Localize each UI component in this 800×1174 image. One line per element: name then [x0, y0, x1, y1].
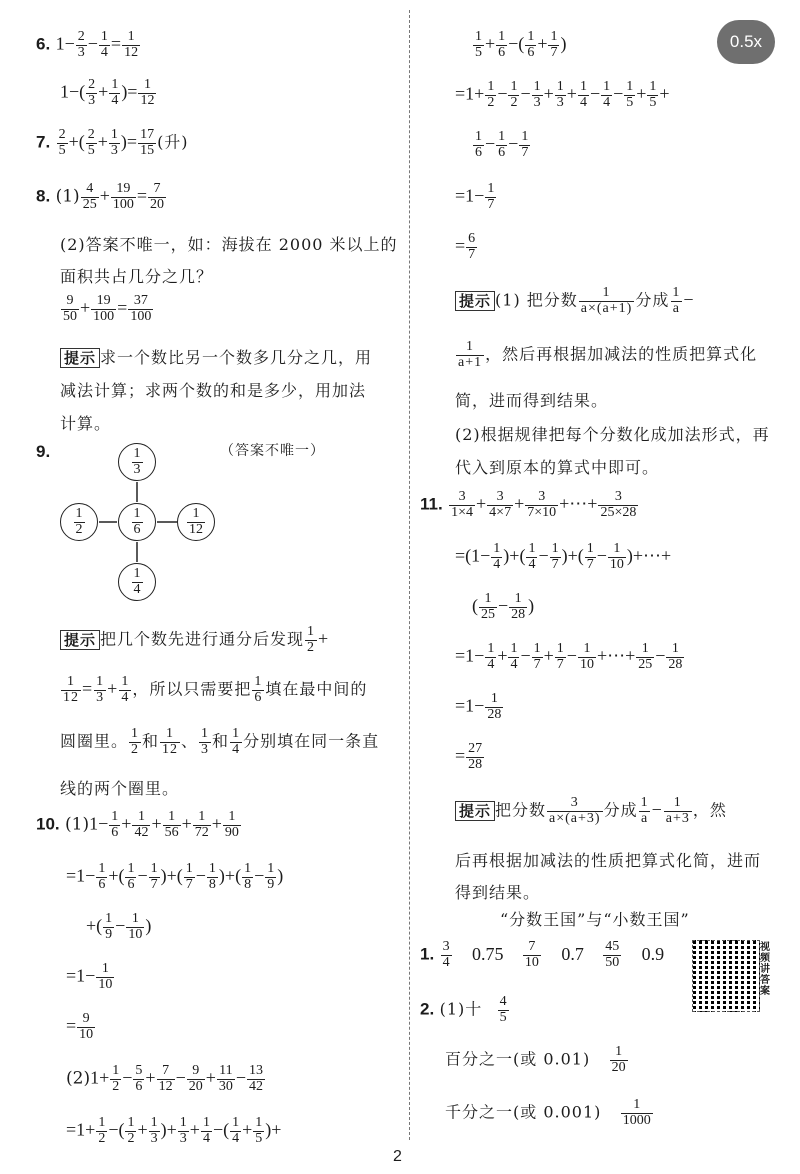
- circle-left: $\frac{1}{2}$: [60, 503, 98, 541]
- r-tip1-d: 简，进而得到结果。: [455, 391, 609, 410]
- r-tip1-label: 提示: [455, 291, 495, 311]
- q10-line4: =1− $\frac{1}{10}$: [66, 961, 113, 992]
- r-tip1-a: (1) 把分数: [495, 290, 578, 310]
- q9-tip-text3: 圆圈里。: [60, 731, 129, 751]
- r-tip1-f: 代入到原本的算式中即可。: [455, 458, 660, 477]
- r-line2: =1+ $\frac{1}{2}$ − $\frac{1}{2}$ − $\frac{1}{3}$ + $\frac{1}{3}$ + $\frac{1}{4}$ − $\frac{1}{4}$ − $\frac{1}{5}$ + $\frac{1}{5}$ +: [455, 79, 670, 110]
- q10-line7: =1+ $\frac{1}{2}$ −( $\frac{1}{2}$ + $\frac{1}{3}$ )+ $\frac{1}{3}$ + $\frac{1}{4}$ −( $\frac{1}{4}$ + $\frac{1}{5}$ )+: [66, 1115, 282, 1146]
- q8-tip-text1: 求一个数比另一个数多几分之几，用: [100, 348, 373, 367]
- s2-number: 2.: [420, 999, 435, 1019]
- q10-part1: (1): [65, 814, 90, 835]
- q8-part2: (2)答案不唯一，如：海拔在 2000 米以上的: [60, 235, 398, 254]
- q11-number: 11.: [420, 494, 443, 514]
- q7-line: 7. $\frac{2}{5}$ +( $\frac{2}{5}$ + $\frac{1}{3}$ )= $\frac{17}{15}$ (升): [36, 127, 189, 158]
- q10-line6: (2)1+ $\frac{1}{2}$ − $\frac{5}{6}$ + $\frac{7}{12}$ − $\frac{9}{20}$ + $\frac{11}{30}$ − $\frac{13}{42}$: [66, 1063, 264, 1094]
- q10-line2: =1− $\frac{1}{6}$ +( $\frac{1}{6}$ − $\frac{1}{7}$ )+( $\frac{1}{7}$ − $\frac{1}{8}$ )+( $\frac{1}{8}$ − $\frac{1}{9}$ ): [66, 861, 284, 892]
- q9-tip-text2: ，所以只需要把: [132, 679, 252, 699]
- circle-center: $\frac{1}{6}$: [118, 503, 156, 541]
- q9-tip-text1: 把几个数先进行通分后发现: [100, 629, 305, 649]
- q10-line3: +( $\frac{1}{9}$ − $\frac{1}{10}$ ): [86, 911, 152, 942]
- qr-label: 视频讲答案: [760, 942, 770, 997]
- s1-val-1: 0.75: [472, 943, 504, 964]
- q10-number: 10.: [36, 814, 60, 834]
- q11-line6: = $\frac{27}{28}$: [455, 741, 483, 772]
- s2-part-b: 百分之一(或 0.01): [445, 1049, 591, 1069]
- r-tip1-c: ，然后再根据加减法的性质把算式化: [485, 344, 758, 364]
- s2-line1: 2. (1)十 $\frac{4}{5}$: [420, 994, 507, 1025]
- r-tip1-line2: $\frac{1}{a+1}$ ，然后再根据加减法的性质把算式化: [458, 339, 758, 370]
- q8-line1: 8. (1) $\frac{4}{25}$ + $\frac{19}{100}$ = $\frac{7}{20}$: [36, 181, 164, 212]
- r-line4: =1− $\frac{1}{7}$: [455, 181, 495, 212]
- s1-number: 1.: [420, 944, 435, 964]
- r-tip2-d: 后再根据加减法的性质把算式化简，进而: [455, 851, 762, 870]
- s1-val-2: 0.7: [561, 943, 584, 964]
- q8-line3: $\frac{9}{50}$ + $\frac{19}{100}$ = $\frac{37}{100}$: [63, 293, 152, 324]
- circle-top: $\frac{1}{3}$: [118, 443, 156, 481]
- s2-part-c: 千分之一(或 0.001): [445, 1102, 602, 1122]
- section-title: “分数王国”与“小数王国”: [500, 910, 690, 929]
- q11-line5: =1− $\frac{1}{28}$: [455, 691, 502, 722]
- q11-line1: 11. $\frac{3}{1\times 4}$ + $\frac{3}{4\times 7}$ + $\frac{3}{7\times 10}$ +⋯+ $\frac{3}{25\times 28}$: [420, 489, 637, 520]
- qr-code[interactable]: [692, 940, 760, 1012]
- q10-line5: = $\frac{9}{10}$: [66, 1011, 94, 1042]
- q9-tip-text2b: 填在最中间的: [265, 679, 368, 699]
- q8-tip-label: 提示: [60, 348, 100, 368]
- page-number: 2: [393, 1148, 402, 1165]
- s2-part-a: (1)十: [439, 999, 483, 1019]
- q8-tip-text2: 减法计算；求两个数的和是多少，用加法: [60, 381, 367, 400]
- q9-tip-text3c: 分别填在同一条直: [243, 731, 380, 751]
- r-tip2-a: 把分数: [495, 800, 547, 820]
- q9-tip-line2: $\frac{1}{12}$ = $\frac{1}{3}$ + $\frac{1}{4}$ ，所以只需要把 $\frac{1}{6}$ 填在最中间的: [63, 674, 368, 705]
- r-tip1-b: 分成: [635, 290, 670, 310]
- r-line3: $\frac{1}{6}$ − $\frac{1}{6}$ − $\frac{1}{7}$: [475, 129, 529, 160]
- q9-note: （答案不唯一）: [220, 443, 325, 459]
- r-tip2-e: 得到结果。: [455, 883, 541, 902]
- s1-val-3: 0.9: [641, 943, 665, 964]
- zoom-badge[interactable]: 0.5x: [717, 20, 775, 64]
- q6-number: 6.: [36, 34, 51, 54]
- column-divider: [409, 10, 411, 1140]
- q9-number: 9.: [36, 442, 51, 461]
- q8-part1: (1): [55, 186, 80, 207]
- r-line1: $\frac{1}{5}$ + $\frac{1}{6}$ −( $\frac{1}{6}$ + $\frac{1}{7}$ ): [475, 29, 567, 60]
- r-tip2-c: ，然: [692, 800, 727, 820]
- s1-line: 1. $\frac{3}{4}$ 0.75 $\frac{7}{10}$ 0.7 $\frac{45}{50}$ 0.9: [420, 939, 665, 970]
- q8-number: 8.: [36, 186, 51, 206]
- r-tip2-label: 提示: [455, 801, 495, 821]
- r-tip1-line1: 提示 (1) 把分数 $\frac{1}{a\times(a+1)}$ 分成 $\frac{1}{a}$ −: [455, 286, 695, 316]
- q9-tip-line1: 提示 把几个数先进行通分后发现 $\frac{1}{2}$ +: [60, 625, 329, 655]
- q9-tip-and2: 和: [212, 731, 230, 751]
- q11-line3: ( $\frac{1}{25}$ − $\frac{1}{28}$ ): [472, 591, 535, 622]
- q9-tip-line3: 圆圈里。 $\frac{1}{2}$ 和 $\frac{1}{12}$ 、 $\frac{1}{3}$ 和 $\frac{1}{4}$ 分别填在同一条直: [60, 726, 380, 757]
- q6-line2: 1−( $\frac{2}{3}$ + $\frac{1}{4}$ )= $\frac{1}{12}$: [60, 77, 155, 108]
- q6-line1: 6. 1− $\frac{2}{3}$ − $\frac{1}{4}$ = $\frac{1}{12}$: [36, 29, 139, 60]
- q8-tip-text3: 计算。: [60, 414, 112, 433]
- r-line5: = $\frac{6}{7}$: [455, 231, 476, 262]
- q8-part2b: 面积共占几分之几？: [60, 267, 214, 286]
- q11-line2: =(1− $\frac{1}{4}$ )+( $\frac{1}{4}$ − $\frac{1}{7}$ )+( $\frac{1}{7}$ − $\frac{1}{10}$ )+⋯+: [455, 541, 672, 572]
- q9-tip-text4: 线的两个圈里。: [60, 779, 180, 798]
- q8-tip-line1: [60, 345, 372, 368]
- q10-part2: (2): [66, 1068, 91, 1089]
- q9-tip-label: 提示: [60, 630, 100, 650]
- r-tip2-line1: 提示 把分数 $\frac{3}{a\times(a+3)}$ 分成 $\frac{1}{a}$ − $\frac{1}{a+3}$ ，然: [455, 796, 727, 826]
- q10-line1: 10. (1)1− $\frac{1}{6}$ + $\frac{1}{42}$ + $\frac{1}{56}$ + $\frac{1}{72}$ + $\frac{1}{90}$: [36, 809, 239, 840]
- s2-line2: 百分之一(或 0.01) $\frac{1}{20}$: [445, 1044, 626, 1075]
- r-tip1-e: (2)根据规律把每个分数化成加法形式，再: [455, 425, 770, 444]
- q7-unit: (升): [157, 132, 189, 152]
- q7-number: 7.: [36, 132, 51, 152]
- q11-line4: =1− $\frac{1}{4}$ + $\frac{1}{4}$ − $\frac{1}{7}$ + $\frac{1}{7}$ − $\frac{1}{10}$ +⋯+ $\frac{1}{25}$ − $\frac{1}{28}$: [455, 641, 683, 672]
- s2-line3: 千分之一(或 0.001) $\frac{1}{1000}$: [445, 1097, 651, 1128]
- circle-bottom: $\frac{1}{4}$: [118, 563, 156, 601]
- circle-right: $\frac{1}{12}$: [177, 503, 215, 541]
- q9-tip-and: 和: [142, 731, 160, 751]
- r-tip2-b: 分成: [603, 800, 638, 820]
